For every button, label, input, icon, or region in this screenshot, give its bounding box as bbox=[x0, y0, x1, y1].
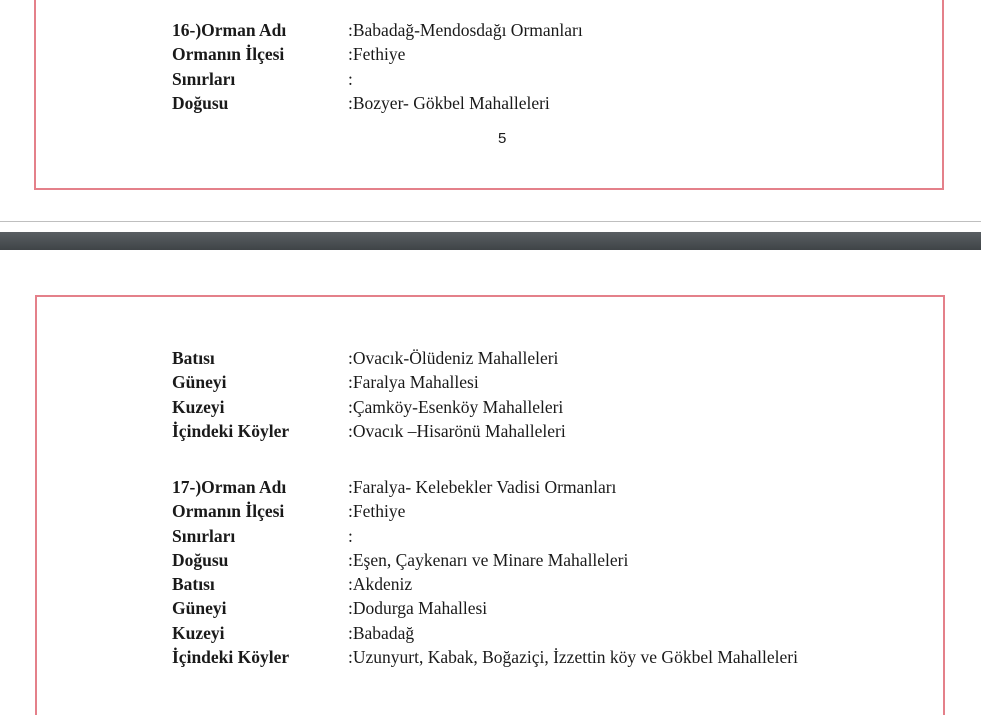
field-value: :Dodurga Mahallesi bbox=[348, 598, 488, 619]
field-label: Güneyi bbox=[172, 598, 227, 619]
field-label: Güneyi bbox=[172, 372, 227, 393]
field-label: Ormanın İlçesi bbox=[172, 44, 285, 65]
forest-entry-16 bbox=[172, 18, 583, 115]
field-label: İçindeki Köyler bbox=[172, 420, 290, 441]
field-value: :Faralya Mahallesi bbox=[348, 372, 479, 393]
entry-row bbox=[172, 621, 798, 645]
entry-row bbox=[172, 548, 798, 572]
field-value: :Uzunyurt, Kabak, Boğaziçi, İzzettin köy ve Gökbel Mahalleleri bbox=[348, 647, 798, 668]
field-value: : bbox=[348, 525, 353, 546]
field-value: : bbox=[348, 68, 353, 89]
field-value: :Fethiye bbox=[348, 501, 406, 522]
entry-row bbox=[172, 395, 566, 419]
page-top bbox=[0, 0, 981, 222]
field-label: Kuzeyi bbox=[172, 396, 225, 417]
field-value: :Ovacık-Ölüdeniz Mahalleleri bbox=[348, 348, 559, 368]
field-label: Batısı bbox=[172, 348, 215, 368]
field-label: Ormanın İlçesi bbox=[172, 501, 285, 522]
forest-entry-17 bbox=[172, 475, 798, 669]
entry-row bbox=[172, 572, 798, 596]
page-bottom bbox=[0, 250, 981, 691]
field-label: İçindeki Köyler bbox=[172, 647, 290, 668]
field-value: :Ovacık –Hisarönü Mahalleleri bbox=[348, 420, 566, 441]
forest-entry-16-continued bbox=[172, 346, 566, 443]
entry-row bbox=[172, 346, 566, 370]
field-label: Doğusu bbox=[172, 92, 229, 113]
field-value: :Babadağ-Mendosdağı Ormanları bbox=[348, 20, 583, 40]
field-label: 17-)Orman Adı bbox=[172, 477, 287, 497]
field-value: :Akdeniz bbox=[348, 574, 413, 595]
field-label: 16-)Orman Adı bbox=[172, 20, 287, 40]
field-value: :Fethiye bbox=[348, 44, 406, 65]
entry-row bbox=[172, 370, 566, 394]
field-label: Batısı bbox=[172, 574, 215, 595]
entry-row bbox=[172, 18, 583, 42]
field-label: Sınırları bbox=[172, 525, 236, 546]
entry-row bbox=[172, 67, 583, 91]
entry-row bbox=[172, 596, 798, 620]
page-separator bbox=[0, 221, 981, 222]
field-value: :Çamköy-Esenköy Mahalleleri bbox=[348, 396, 564, 417]
entry-row bbox=[172, 499, 798, 523]
entry-row bbox=[172, 475, 798, 499]
field-value: :Bozyer- Gökbel Mahalleleri bbox=[348, 92, 550, 113]
field-value: :Babadağ bbox=[348, 622, 415, 643]
field-value: :Eşen, Çaykenarı ve Minare Mahalleleri bbox=[348, 549, 629, 570]
page-gap-band bbox=[0, 232, 981, 250]
page-number: 5 bbox=[498, 130, 507, 147]
entry-row bbox=[172, 524, 798, 548]
entry-row bbox=[172, 91, 583, 115]
field-value: :Faralya- Kelebekler Vadisi Ormanları bbox=[348, 477, 617, 497]
entry-row bbox=[172, 419, 566, 443]
entry-row bbox=[172, 645, 798, 669]
field-label: Doğusu bbox=[172, 549, 229, 570]
field-label: Sınırları bbox=[172, 68, 236, 89]
entry-row bbox=[172, 42, 583, 66]
field-label: Kuzeyi bbox=[172, 622, 225, 643]
